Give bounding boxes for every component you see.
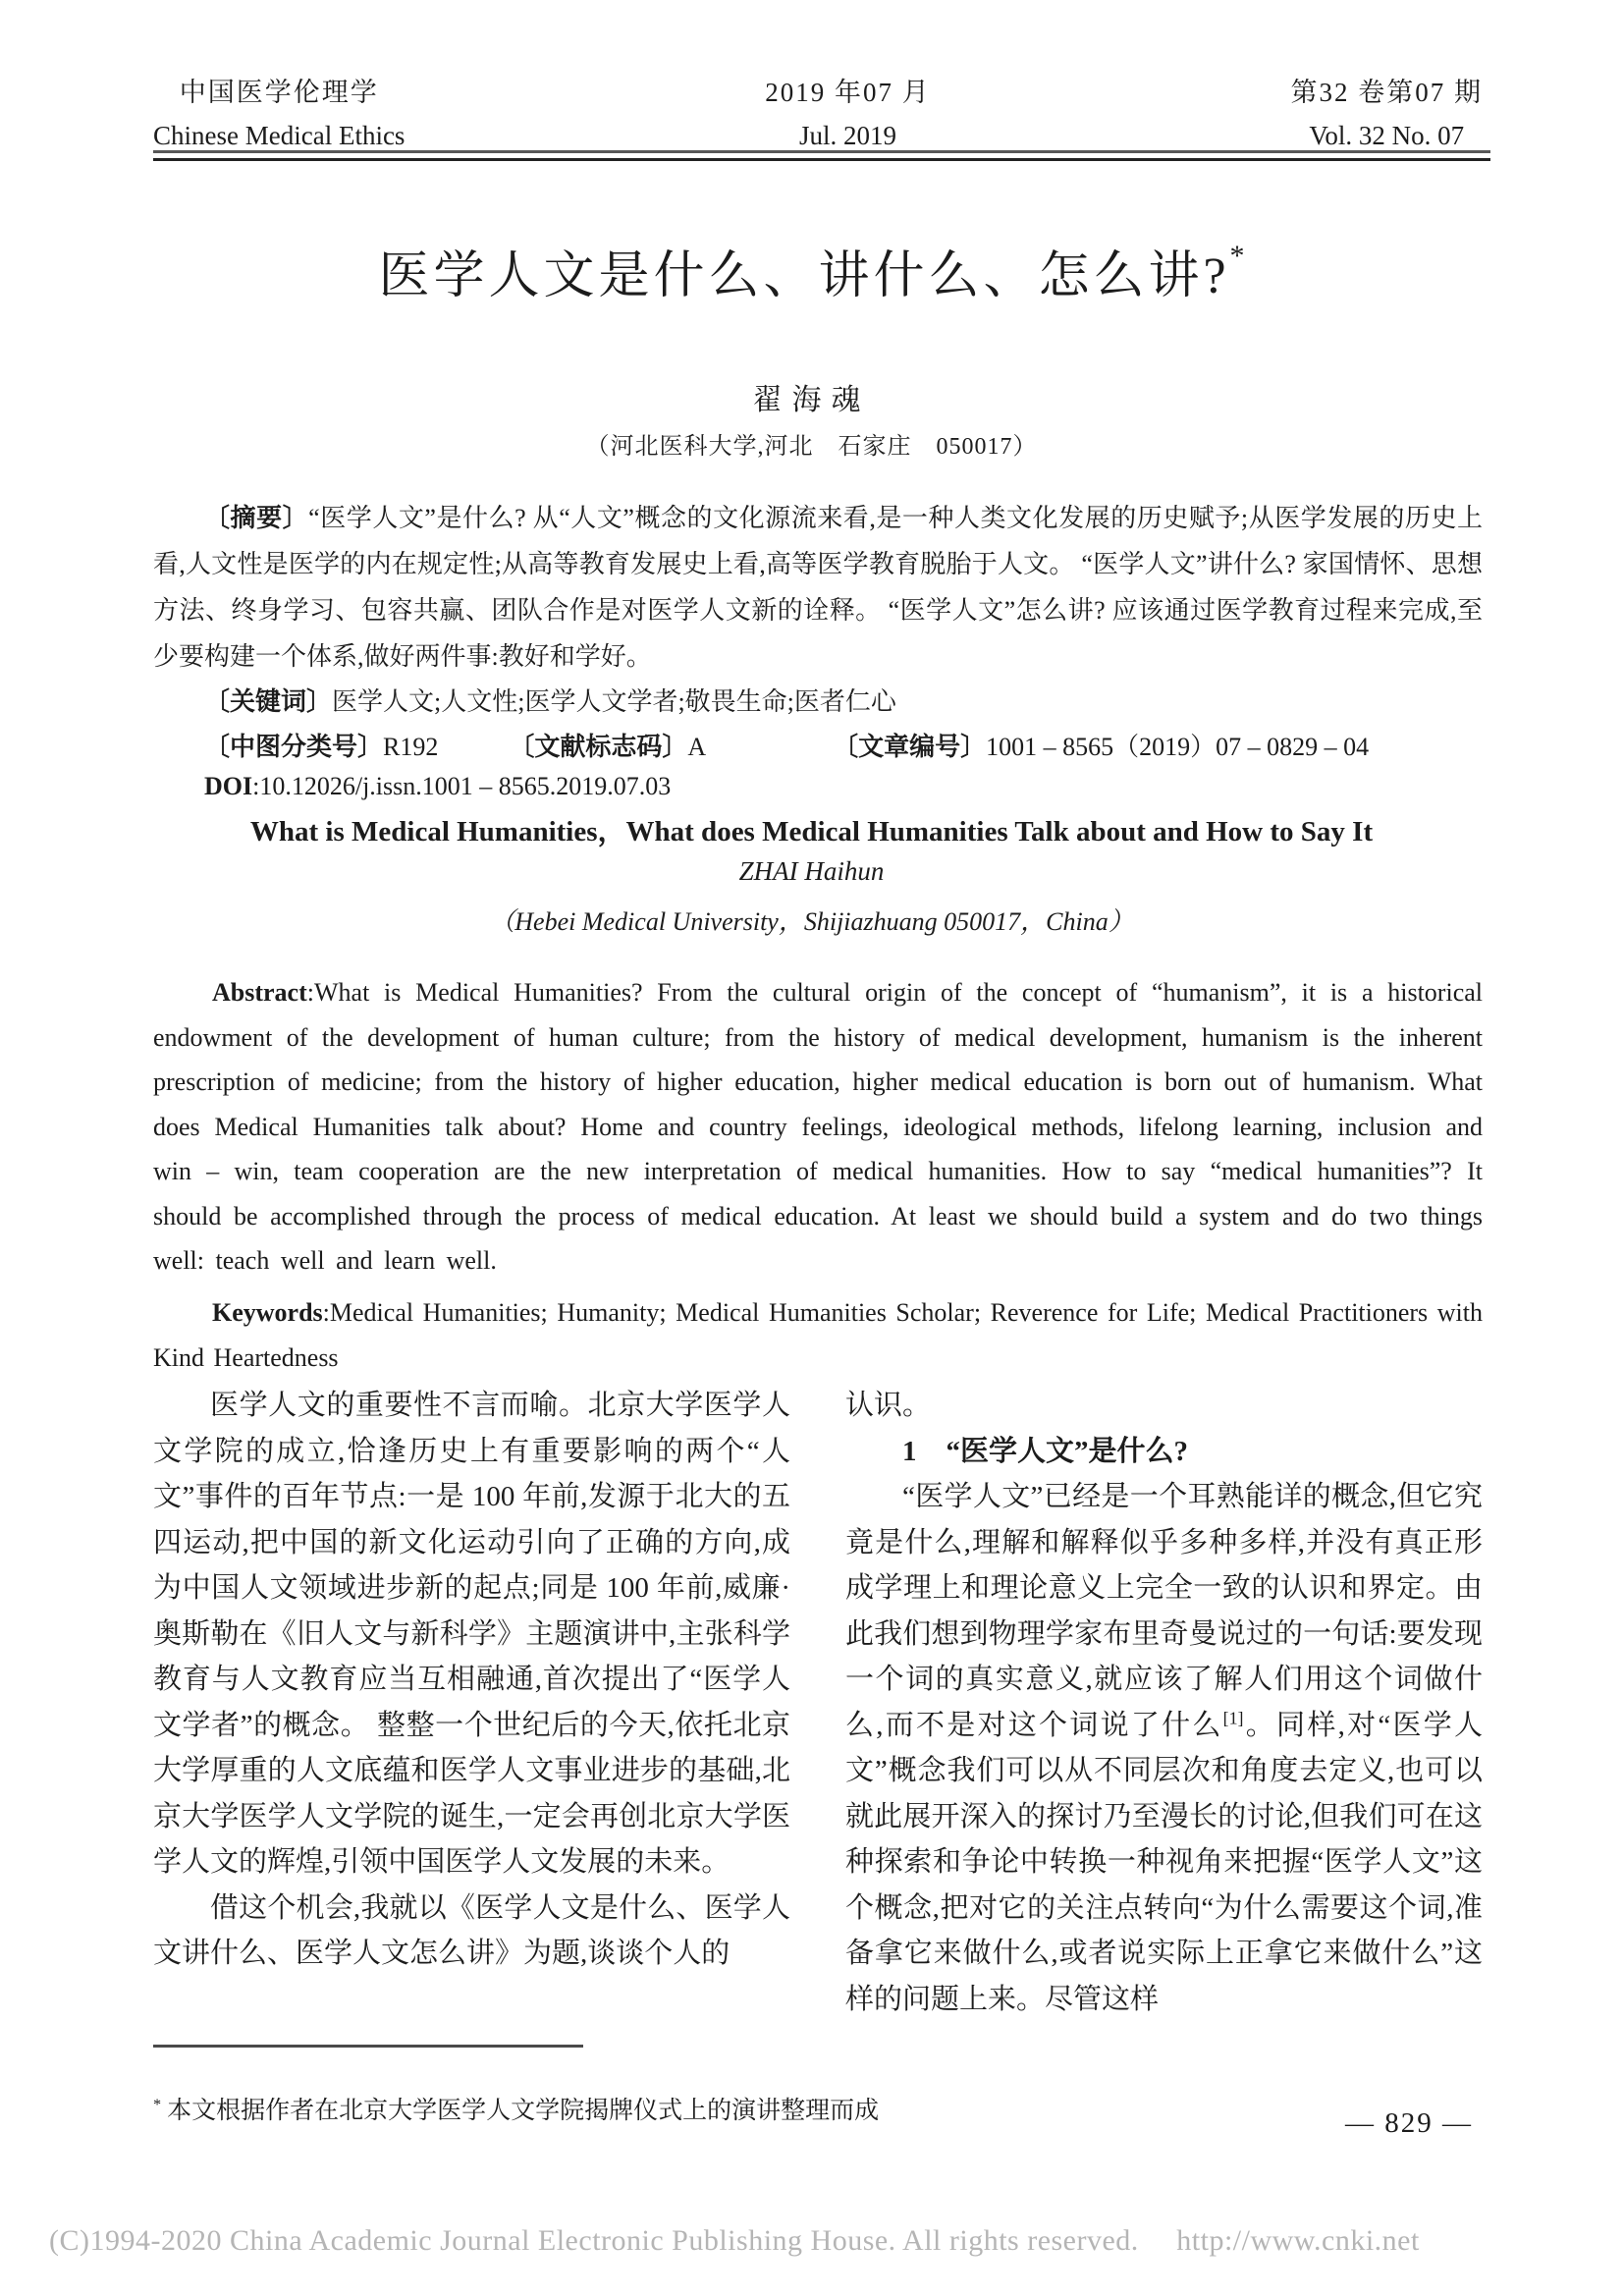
body-paragraph-continuation: 认识。 bbox=[845, 1390, 932, 1421]
header-rule-top bbox=[153, 150, 1490, 153]
volume-issue-cn: 第32 卷第07 期 bbox=[1290, 78, 1483, 107]
section-heading-1 bbox=[845, 1429, 1483, 1475]
abstract-en-label: Abstract bbox=[212, 978, 307, 1007]
keywords-en bbox=[153, 1290, 1483, 1381]
article-id-value: 1001 – 8565（2019）07 – 0829 – 04 bbox=[986, 733, 1370, 761]
volume-issue-block bbox=[1291, 71, 1484, 151]
author-name: 翟海魂 bbox=[752, 384, 871, 416]
clc-label: 〔中图分类号〕 bbox=[204, 733, 384, 761]
header-rule-bottom bbox=[153, 158, 1490, 161]
english-author: ZHAI Haihun bbox=[738, 856, 885, 886]
keywords-cn bbox=[153, 682, 1483, 718]
keywords-en-label: Keywords bbox=[212, 1298, 323, 1327]
article-title bbox=[0, 234, 1623, 307]
copyright-footer: (C)1994-2020 China Academic Journal Electronic Publishing House. All rights reserved. http://www.cnki.net bbox=[49, 2224, 1420, 2257]
doi-label: DOI bbox=[204, 772, 253, 800]
page-number: — 829 — bbox=[1345, 2107, 1473, 2139]
footnote bbox=[153, 2091, 1483, 2126]
body-paragraph: 医学人文的重要性不言而喻。北京大学医学人文学院的成立,恰逢历史上有重要影响的两个“人文”事件的百年节点:一是 100 年前,发源于北大的五四运动,把中国的新文化运动引向了正确的方向,成为中国人文领域进步新的起点;同是 100 年前,威廉·奥斯勒在《旧人文与新科学》主题演讲中,主张科学教育与人文教育应当互相融通,首次提出了“医学人文学者”的概念。 整整一个世纪后的今天,依托北京大学厚重的人文底蕴和医学人文事业进步的基础,北京大学医学人文学院的诞生,一定会再创北京大学医学人文的辉煌,引领中国医学人文发展的未来。 bbox=[153, 1390, 790, 1878]
keywords-label: 〔关键词〕 bbox=[204, 687, 333, 716]
journal-header bbox=[153, 71, 1483, 151]
body-text-segment: “医学人文”已经是一个耳熟能详的概念,但它究竟是什么,理解和解释似乎多种多样,并没有真正形成学理上和理论意义上完全一致的认识和界定。由此我们想到物理学家布里奇曼说过的一句话:要发现一个词的真实意义,就应该了解人们用这个词做什么,而不是对这个词说了什么 bbox=[845, 1481, 1483, 1741]
journal-name-en: Chinese Medical Ethics bbox=[153, 121, 406, 150]
body-paragraph: 借这个机会,我就以《医学人文是什么、医学人文讲什么、医学人文怎么讲》为题,谈谈个人的 bbox=[153, 1891, 790, 1969]
issue-date-cn: 2019 年07 月 bbox=[765, 78, 931, 107]
journal-name-cn: 中国医学伦理学 bbox=[179, 78, 379, 107]
section-title: “医学人文”是什么? bbox=[946, 1435, 1189, 1467]
classification-line bbox=[153, 727, 1483, 763]
keywords-en-text: :Medical Humanities; Humanity; Medical Humanities Scholar; Reverence for Life; Medical Practitioners with Kind Heartedness bbox=[153, 1298, 1483, 1372]
doc-code-label: 〔文献标志码〕 bbox=[509, 733, 688, 761]
doc-code-value: A bbox=[687, 733, 707, 761]
issue-date-en: Jul. 2019 bbox=[798, 121, 896, 150]
body-text-segment: 。同样,对“医学人文”概念我们可以从不同层次和角度去定义,也可以就此展开深入的探讨乃至漫长的讨论,但我们可在这种探索和争论中转换一种视角来把握“医学人文”这个概念,把对它的关注点转向“为什么需要这个词,准备拿它来做什么,或者说实际上正拿它来做什么”这样的问题上来。尽管这样 bbox=[845, 1709, 1483, 2015]
footnote-text: 本文根据作者在北京大学医学人文学院揭牌仪式上的演讲整理而成 bbox=[167, 2098, 880, 2124]
english-title: What is Medical Humanities，What does Medical Humanities Talk about and How to Say It bbox=[249, 816, 1374, 847]
footnote-divider bbox=[153, 2045, 583, 2048]
english-affiliation: （Hebei Medical University，Shijiazhuang 050017，China） bbox=[489, 907, 1134, 936]
doi-line bbox=[153, 772, 1483, 801]
issue-date-block bbox=[765, 71, 931, 151]
journal-name-block bbox=[153, 71, 405, 151]
footnote-mark: * bbox=[153, 2095, 162, 2113]
article-id-label: 〔文章编号〕 bbox=[833, 733, 987, 761]
section-number: 1 bbox=[902, 1435, 917, 1467]
body-paragraph bbox=[845, 1474, 1483, 2022]
volume-issue-en: Vol. 32 No. 07 bbox=[1309, 121, 1465, 150]
body-columns bbox=[153, 1383, 1483, 2022]
body-column-right bbox=[845, 1383, 1483, 2022]
body-column-left bbox=[153, 1383, 790, 2022]
citation-ref-1: [1] bbox=[1222, 1707, 1244, 1727]
abstract-en-text: :What is Medical Humanities? From the cultural origin of the concept of “humanism”, it is a historical endowment of the development of human culture; from the history of medical development, humanism is the inherent prescription of medicine; from the history of higher education, higher medical education is born out of humanism. What does Medical Humanities talk about? Home and country feelings, ideological methods, lifelong learning, inclusion and win – win, team cooperation are the new interpretation of medical humanities. How to say “medical humanities”? It should be accomplished through the process of medical education. At least we should build a system and do two things well: teach well and learn well. bbox=[153, 978, 1483, 1275]
abstract-cn bbox=[153, 495, 1483, 680]
title-footnote-mark: * bbox=[1229, 240, 1245, 272]
abstract-text: “医学人文”是什么? 从“人文”概念的文化源流来看,是一种人类文化发展的历史赋予;从医学发展的历史上看,人文性是医学的内在规定性;从高等教育发展史上看,高等医学教育脱胎于人文。 “医学人文”讲什么? 家国情怀、思想方法、终身学习、包容共赢、团队合作是对医学人文新的诠释。 “医学人文”怎么讲? 应该通过医学教育过程来完成,至少要构建一个体系,做好两件事:教好和学好。 bbox=[153, 504, 1483, 671]
doi-value: :10.12026/j.issn.1001 – 8565.2019.07.03 bbox=[252, 772, 672, 800]
abstract-label: 〔摘要〕 bbox=[204, 504, 309, 532]
author-affiliation: （河北医科大学,河北 石家庄 050017） bbox=[585, 434, 1038, 460]
clc-value: R192 bbox=[383, 733, 439, 761]
abstract-en bbox=[153, 970, 1483, 1284]
article-title-text: 医学人文是什么、讲什么、怎么讲? bbox=[378, 248, 1230, 304]
keywords-text: 医学人文;人文性;医学人文学者;敬畏生命;医者仁心 bbox=[332, 687, 896, 716]
